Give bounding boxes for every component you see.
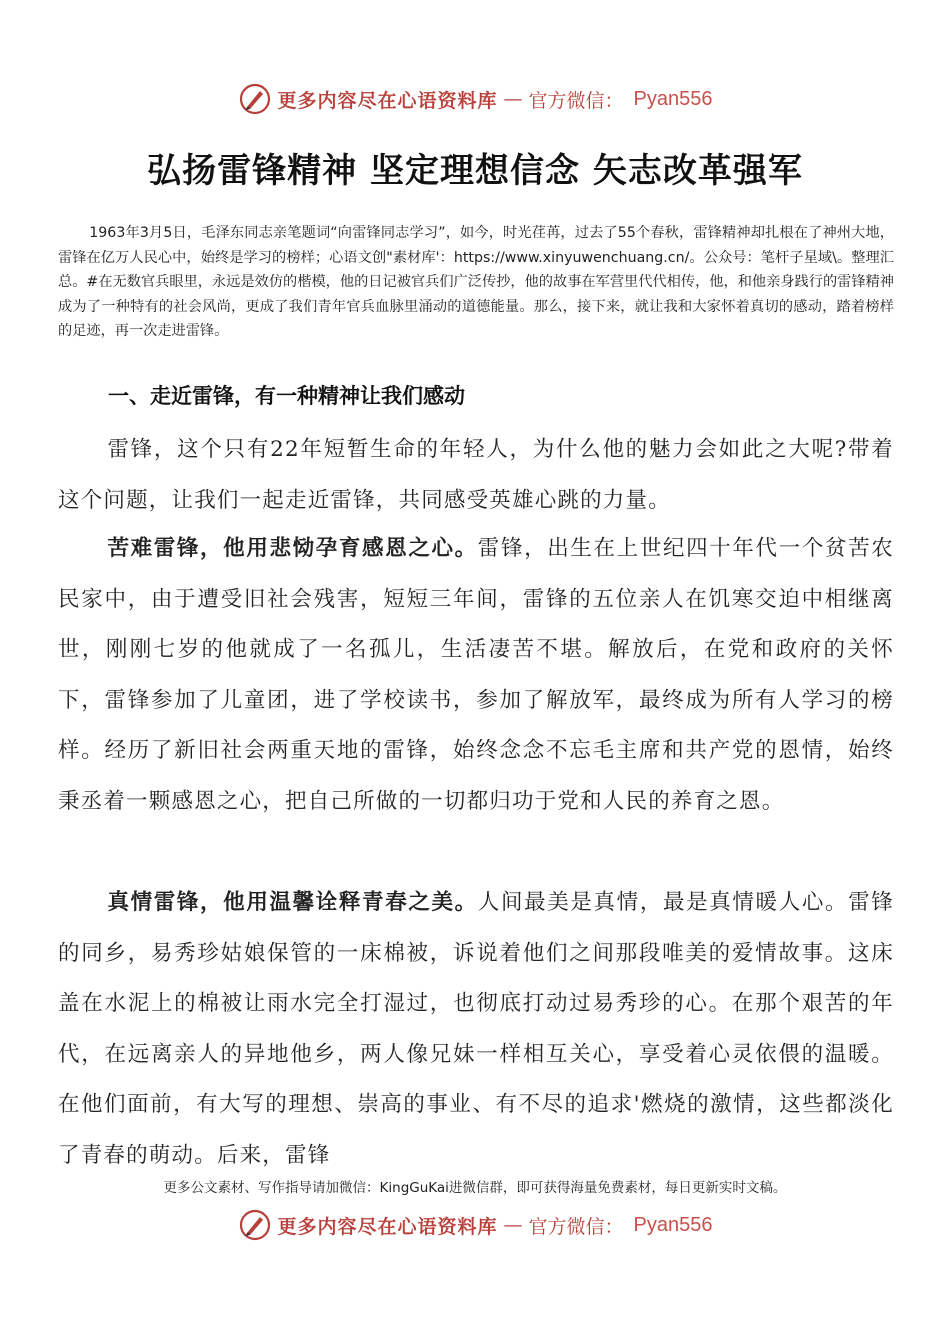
body-paragraph-2 (58, 524, 894, 827)
banner-brand: 更多内容尽在心语资料库 (277, 1215, 498, 1238)
footer-note: 更多公文素材、写作指导请加微信：KingGuKai进微信群，即可获得海量免费素材，每日更新实时文稿。 (163, 1180, 787, 1196)
intro-paragraph: 1963年3月5日，毛泽东同志亲笔题词“向雷锋同志学习”，如今，时光荏苒，过去了55个春秋，雷锋精神却扎根在了神州大地，雷锋在亿万人民心中，始终是学习的榜样；心语文创"素材库'：https://www.xinyuwenchuang.cn/。公众号：笔杆子星域\。整理汇总。#在无数官兵眼里，永远是效仿的楷模，他的日记被官兵们广泛传抄，他的故事在军营里代代相传，他，和他亲身践行的雷锋精神成为了一种特有的社会风尚，更成了我们青年官兵血脉里涌动的道德能量。那么，接下来，就让我和大家怀着真切的感动，踏着榜样的足迹，再一次走进雷锋。 (58, 225, 894, 339)
section-heading: 一、走近雷锋，有一种精神让我们感动 (108, 384, 465, 408)
banner-wx-label: 官方微信： (528, 89, 624, 112)
paragraph-text: 人间最美是真情，最是真情暖人心。雷锋的同乡，易秀珍姑娘保管的一床棉被，诉说着他们之间那段唯美的爱情故事。这床盖在水泥上的棉被让雨水完全打湿过，也彻底打动过易秀珍的心。在那个艰苦的年代，在远离亲人的异地他乡，两人像兄妹一样相互关心，享受着心灵依偎的温暖。在他们面前，有大写的理想、崇高的事业、有不尽的追求'燃烧的激情，这些都淡化了青春的萌动。后来，雷锋 (58, 890, 894, 1168)
banner-wx-label: 官方微信： (528, 1215, 624, 1238)
header-banner (0, 82, 950, 116)
pen-logo-icon (238, 1208, 272, 1242)
pen-logo-icon (238, 82, 272, 116)
banner-dash: — (503, 1214, 523, 1236)
body-paragraph-3 (58, 878, 894, 1181)
banner-dash: — (503, 88, 523, 110)
paragraph-lead: 苦难雷锋，他用悲恸孕育感恩之心。 (107, 536, 478, 561)
paragraph-text: 雷锋，出生在上世纪四十年代一个贫苦农民家中，由于遭受旧社会残害，短短三年间，雷锋的五位亲人在饥寒交迫中相继离世，刚刚七岁的他就成了一名孤儿，生活凄苦不堪。解放后，在党和政府的关怀下，雷锋参加了儿童团，进了学校读书，参加了解放军，最终成为所有人学习的榜样。经历了新旧社会两重天地的雷锋，始终念念不忘毛主席和共产党的恩情，始终秉丞着一颗感恩之心，把自己所做的一切都归功于党和人民的养育之恩。 (58, 536, 894, 814)
banner-brand: 更多内容尽在心语资料库 (277, 89, 498, 112)
paragraph-lead: 真情雷锋，他用温馨诠释青春之美。 (107, 890, 478, 915)
footer-banner (0, 1208, 950, 1242)
banner-wx-id: Pyan556 (633, 1213, 713, 1236)
body-paragraph-1: 雷锋，这个只有22年短暂生命的年轻人，为什么他的魅力会如此之大呢?带着这个问题，让我们一起走近雷锋，共同感受英雄心跳的力量。 (58, 437, 894, 513)
document-title: 弘扬雷锋精神 坚定理想信念 矢志改革强军 (147, 151, 803, 191)
banner-wx-id: Pyan556 (633, 87, 713, 110)
